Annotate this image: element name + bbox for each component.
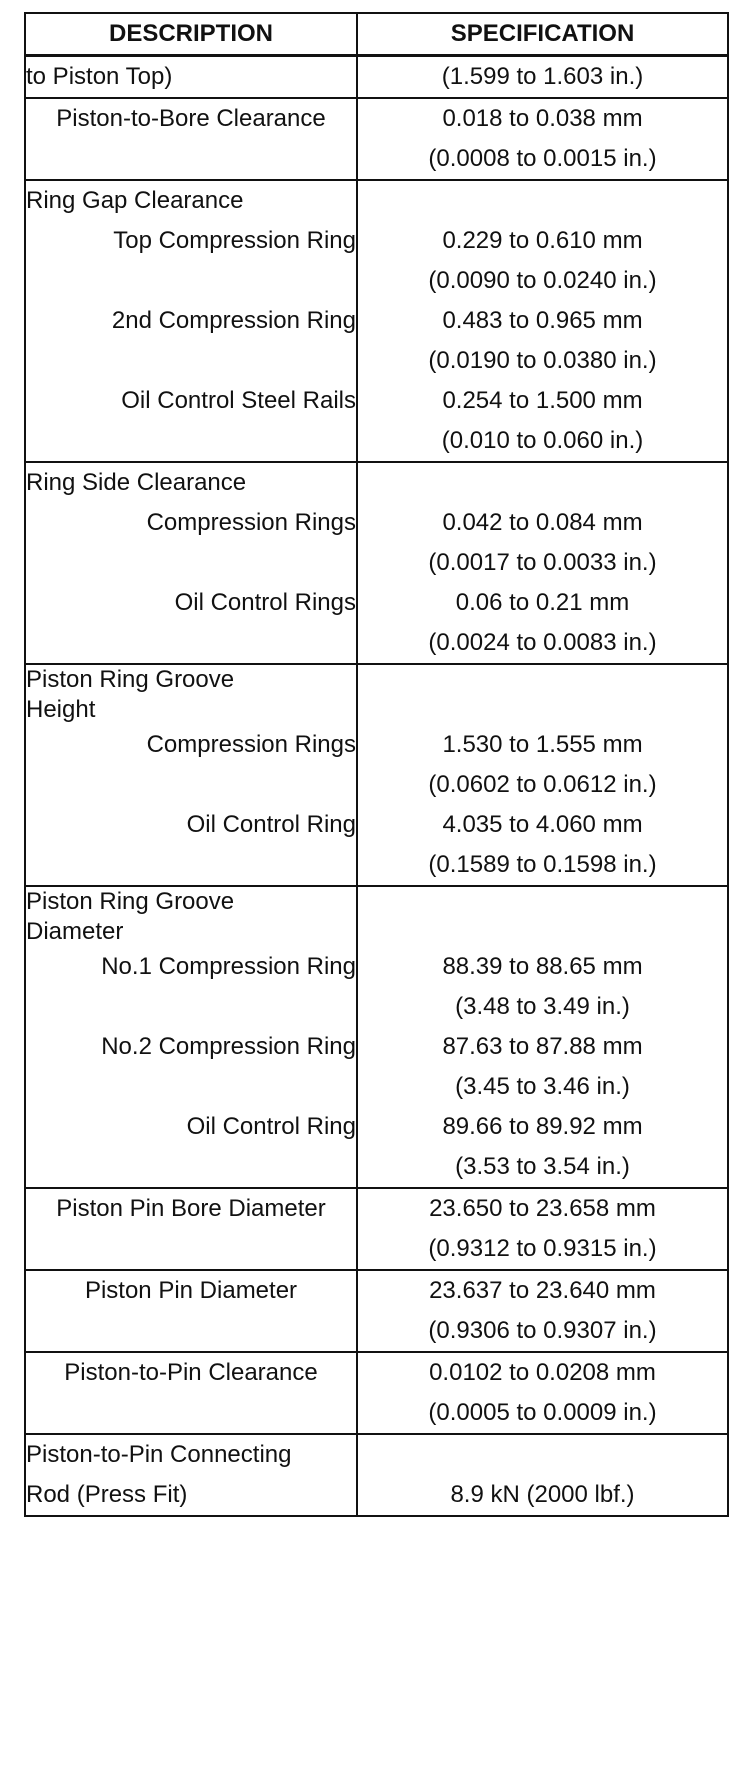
specification-line: 0.018 to 0.038 mm bbox=[442, 105, 643, 132]
specification-line: (0.9312 to 0.9315 in.) bbox=[428, 1235, 657, 1262]
specification-line bbox=[358, 1435, 727, 1475]
description-line: Diameter bbox=[26, 918, 124, 945]
specification-cell bbox=[357, 1188, 728, 1270]
specification-cell bbox=[357, 1270, 728, 1352]
description-cell bbox=[25, 1270, 357, 1352]
table-row bbox=[25, 1352, 728, 1434]
specification-line: 23.650 to 23.658 mm bbox=[429, 1195, 656, 1222]
description-line: Compression Rings bbox=[146, 731, 356, 758]
description-line: Height bbox=[26, 696, 96, 723]
description-line bbox=[26, 765, 356, 805]
description-cell bbox=[25, 180, 357, 462]
description-line bbox=[26, 341, 356, 381]
specification-line: (0.0190 to 0.0380 in.) bbox=[428, 347, 657, 374]
description-line: Piston-to-Pin Clearance bbox=[64, 1359, 318, 1386]
table-row bbox=[25, 180, 728, 462]
table-body bbox=[25, 56, 728, 1517]
specification-line: 87.63 to 87.88 mm bbox=[442, 1033, 643, 1060]
specification-column-header: SPECIFICATION bbox=[357, 13, 728, 56]
description-line: Oil Control Rings bbox=[174, 589, 356, 616]
description-line bbox=[26, 261, 356, 301]
description-line: Compression Rings bbox=[146, 509, 356, 536]
table-row bbox=[25, 56, 728, 99]
specification-line bbox=[358, 181, 727, 221]
specification-line: 0.229 to 0.610 mm bbox=[442, 227, 643, 254]
description-line: Rod (Press Fit) bbox=[26, 1481, 188, 1508]
specification-line: (0.1589 to 0.1598 in.) bbox=[428, 851, 657, 878]
description-cell bbox=[25, 1434, 357, 1516]
description-cell bbox=[25, 1352, 357, 1434]
specification-line: 89.66 to 89.92 mm bbox=[442, 1113, 643, 1140]
specification-line bbox=[358, 917, 727, 947]
description-line: Piston-to-Pin Connecting bbox=[26, 1441, 292, 1468]
specification-line: (0.0008 to 0.0015 in.) bbox=[428, 145, 657, 172]
description-line: Oil Control Steel Rails bbox=[121, 387, 356, 414]
specification-cell bbox=[357, 1434, 728, 1516]
description-line: 2nd Compression Ring bbox=[111, 307, 356, 334]
description-cell bbox=[25, 1188, 357, 1270]
description-line bbox=[26, 845, 356, 885]
specification-cell bbox=[357, 462, 728, 664]
specification-line: 0.483 to 0.965 mm bbox=[442, 307, 643, 334]
description-line bbox=[26, 1067, 356, 1107]
description-line bbox=[26, 987, 356, 1027]
description-line: Piston-to-Bore Clearance bbox=[56, 105, 326, 132]
description-line: to Piston Top) bbox=[26, 63, 173, 90]
description-line: Piston Pin Diameter bbox=[84, 1277, 298, 1304]
description-line: Piston Pin Bore Diameter bbox=[56, 1195, 326, 1222]
specification-line: (0.0024 to 0.0083 in.) bbox=[428, 629, 657, 656]
specification-line bbox=[358, 887, 727, 917]
table-header-row bbox=[25, 13, 728, 56]
specification-line bbox=[358, 665, 727, 695]
specification-line: (0.0090 to 0.0240 in.) bbox=[428, 267, 657, 294]
description-line: Piston Ring Groove bbox=[26, 666, 235, 693]
specification-line: 88.39 to 88.65 mm bbox=[442, 953, 643, 980]
specification-table bbox=[24, 12, 729, 1517]
description-cell bbox=[25, 98, 357, 180]
specification-line: (3.45 to 3.46 in.) bbox=[455, 1073, 630, 1100]
specification-cell bbox=[357, 180, 728, 462]
description-line bbox=[26, 421, 356, 461]
description-line: Top Compression Ring bbox=[113, 227, 356, 254]
specification-cell bbox=[357, 1352, 728, 1434]
description-line: Oil Control Ring bbox=[186, 1113, 356, 1140]
specification-line: (0.0005 to 0.0009 in.) bbox=[428, 1399, 657, 1426]
description-line bbox=[26, 543, 356, 583]
description-line: Piston Ring Groove bbox=[26, 888, 235, 915]
specification-line: 23.637 to 23.640 mm bbox=[429, 1277, 656, 1304]
specification-cell bbox=[357, 886, 728, 1188]
description-line: No.1 Compression Ring bbox=[101, 953, 356, 980]
description-cell bbox=[25, 462, 357, 664]
specification-cell bbox=[357, 56, 728, 99]
description-cell bbox=[25, 886, 357, 1188]
table-row bbox=[25, 462, 728, 664]
table-row bbox=[25, 664, 728, 886]
specification-line: (0.9306 to 0.9307 in.) bbox=[428, 1317, 657, 1344]
specification-line: (0.0017 to 0.0033 in.) bbox=[428, 549, 657, 576]
table-row bbox=[25, 1434, 728, 1516]
description-line: Ring Gap Clearance bbox=[26, 187, 244, 214]
description-line: Oil Control Ring bbox=[186, 811, 356, 838]
specification-line bbox=[358, 463, 727, 503]
specification-cell bbox=[357, 98, 728, 180]
specification-line: (3.53 to 3.54 in.) bbox=[455, 1153, 630, 1180]
spec-sheet bbox=[24, 12, 727, 1757]
specification-line: (0.0602 to 0.0612 in.) bbox=[428, 771, 657, 798]
specification-line: (0.010 to 0.060 in.) bbox=[441, 427, 644, 454]
specification-line bbox=[358, 695, 727, 725]
table-row bbox=[25, 1188, 728, 1270]
description-column-header: DESCRIPTION bbox=[25, 13, 357, 56]
specification-line: 8.9 kN (2000 lbf.) bbox=[450, 1481, 635, 1508]
table-row bbox=[25, 886, 728, 1188]
description-cell bbox=[25, 56, 357, 99]
table-row bbox=[25, 1270, 728, 1352]
specification-cell bbox=[357, 664, 728, 886]
specification-line: 1.530 to 1.555 mm bbox=[442, 731, 643, 758]
specification-line: 0.042 to 0.084 mm bbox=[442, 509, 643, 536]
table-row bbox=[25, 98, 728, 180]
description-line bbox=[26, 1147, 356, 1187]
specification-line: 0.254 to 1.500 mm bbox=[442, 387, 643, 414]
description-line bbox=[26, 623, 356, 663]
description-line: Ring Side Clearance bbox=[26, 469, 247, 496]
specification-line: (1.599 to 1.603 in.) bbox=[441, 63, 644, 90]
description-line: No.2 Compression Ring bbox=[101, 1033, 356, 1060]
specification-line: (3.48 to 3.49 in.) bbox=[455, 993, 630, 1020]
specification-line: 0.0102 to 0.0208 mm bbox=[429, 1359, 656, 1386]
description-cell bbox=[25, 664, 357, 886]
specification-line: 0.06 to 0.21 mm bbox=[455, 589, 630, 616]
specification-line: 4.035 to 4.060 mm bbox=[442, 811, 643, 838]
